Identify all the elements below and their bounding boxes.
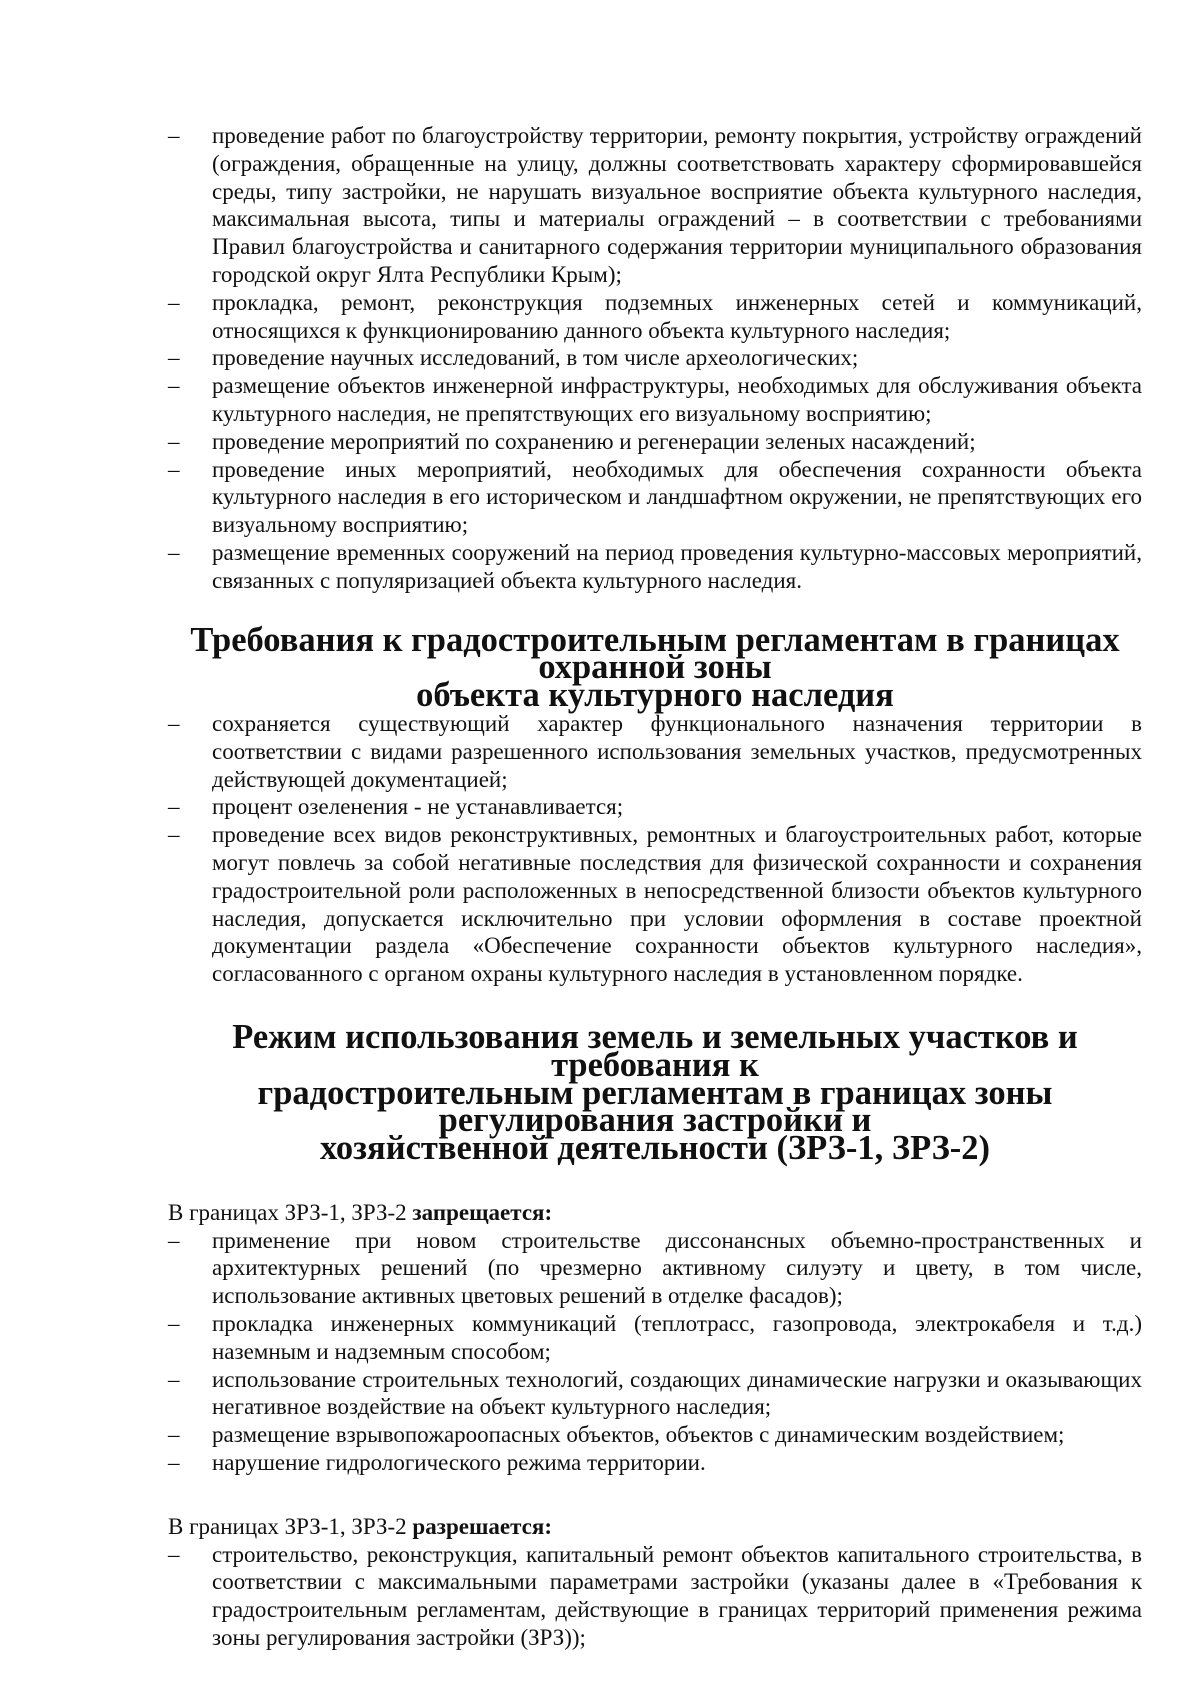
- list-item-text: использование строительных технологий, создающих динамические нагрузки и оказывающих негативное воздействие на объект культурного наследия;: [212, 1366, 1142, 1420]
- dash-bullet: –: [168, 428, 180, 454]
- list-item-text: размещение взрывопожароопасных объектов, объектов с динамическим воздействием;: [212, 1422, 1065, 1448]
- dash-bullet: –: [168, 1422, 180, 1448]
- list-item-text: процент озеленения - не устанавливается;: [212, 794, 624, 820]
- permitted-intro: [168, 1513, 1142, 1541]
- heading-line: Требования к градостроительным регламентам в границах охранной зоны: [190, 620, 1120, 687]
- list-item-text: проведение мероприятий по сохранению и регенерации зеленых насаждений;: [212, 428, 976, 454]
- list-item-text: прокладка инженерных коммуникаций (теплотрасс, газопровода, электрокабеля и т.д.) наземным и надземным способом;: [212, 1311, 1142, 1364]
- list-item-text: прокладка, ремонт, реконструкция подземных инженерных сетей и коммуникаций, относящихся к функционированию данного объекта культурного наследия;: [212, 289, 1142, 343]
- list-item-text: проведение всех видов реконструктивных, ремонтных и благоустроительных работ, которые могут повлечь за собой негативные последствия для физической сохранности и сохранения градостроительной роли расположенных в непосредственной близости объектов культурного наследия, допускается исключительно при условии оформления в составе проектной документации раздела «Обеспечение сохранности объектов культурного наследия», согласованного с органом охраны культурного наследия в установленном порядке.: [212, 822, 1142, 987]
- dash-bullet: –: [168, 1366, 180, 1392]
- list-item: [168, 1310, 1142, 1366]
- intro-lead: В границах ЗРЗ-1, ЗРЗ-2: [168, 1513, 413, 1539]
- list-item-text: сохраняется существующий характер функционального назначения территории в соответствии с видами разрешенного использования земельных участков, предусмотренных действующей документацией;: [212, 710, 1142, 792]
- list-item: [168, 289, 1142, 345]
- list-item: [168, 1421, 1142, 1449]
- list-item-text: проведение работ по благоустройству территории, ремонту покрытия, устройству ограждений (ограждения, обращенные на улицу, должны соответствовать характеру сформировавшейся среды, типу застройки, не нарушать визуальное восприятие объекта культурного наследия, максимальная высота, типы и материалы ограждений – в соответствии с требованиями Правил благоустройства и санитарного содержания территории муниципального образования городской округ Ялта Республики Крым);: [212, 123, 1142, 287]
- list-item: [168, 1227, 1142, 1310]
- section-heading-zrz: [168, 1017, 1142, 1168]
- list-item: [168, 372, 1142, 428]
- list-item: [168, 456, 1142, 539]
- heading-line: градостроительным регламентам в границах зоны регулирования застройки и: [257, 1073, 1053, 1140]
- list-item-text: нарушение гидрологического режима территории.: [212, 1450, 706, 1476]
- list-item-text: строительство, реконструкция, капитальный ремонт объектов капитального строительства, в соответствии с максимальными параметрами застройки (указаны далее в «Требования к градостроительным регламентам, действующие в границах территорий применения режима зоны регулирования застройки (ЗРЗ));: [212, 1541, 1142, 1651]
- dash-bullet: –: [168, 456, 180, 482]
- list-item: [168, 344, 1142, 372]
- permitted-list: [168, 1541, 1142, 1652]
- list-item: [168, 122, 1142, 289]
- dash-bullet: –: [168, 1311, 180, 1337]
- dash-bullet: –: [168, 345, 180, 371]
- heading-line: Режим использования земель и земельных участков и требования к: [232, 1017, 1078, 1084]
- intro-keyword: запрещается:: [412, 1199, 553, 1225]
- list-item-text: применение при новом строительстве диссонансных объемно-пространственных и архитектурных решений (по чрезмерно активному силуэту и цвету, в том числе, использование активных цветовых решений в отделке фасадов);: [212, 1227, 1142, 1309]
- permitted-works-list: [168, 122, 1142, 595]
- dash-bullet: –: [168, 1541, 180, 1567]
- intro-lead: В границах ЗРЗ-1, ЗРЗ-2: [168, 1199, 413, 1225]
- dash-bullet: –: [168, 822, 180, 848]
- dash-bullet: –: [168, 539, 180, 565]
- document-body: [168, 122, 1142, 1652]
- list-item-text: проведение иных мероприятий, необходимых для обеспечения сохранности объекта культурного наследия в его историческом и ландшафтном окружении, не препятствующих его визуальному восприятию;: [212, 456, 1142, 538]
- list-item: [168, 428, 1142, 456]
- list-item: [168, 793, 1142, 821]
- dash-bullet: –: [168, 123, 180, 148]
- dash-bullet: –: [168, 710, 180, 736]
- protection-zone-requirements-list: [168, 710, 1142, 988]
- list-item: [168, 710, 1142, 793]
- list-item: [168, 1366, 1142, 1422]
- dash-bullet: –: [168, 289, 180, 315]
- heading-line: объекта культурного наследия: [416, 676, 894, 715]
- list-item-text: размещение временных сооружений на период проведения культурно-массовых мероприятий, связанных с популяризацией объекта культурного наследия.: [212, 539, 1142, 593]
- list-item: [168, 1541, 1142, 1652]
- dash-bullet: –: [168, 794, 180, 820]
- list-item: [168, 539, 1142, 595]
- intro-keyword: разрешается:: [412, 1513, 552, 1539]
- dash-bullet: –: [168, 1227, 180, 1253]
- prohibited-list: [168, 1227, 1142, 1477]
- list-item-text: проведение научных исследований, в том числе археологических;: [212, 345, 859, 371]
- list-item-text: размещение объектов инженерной инфраструктуры, необходимых для обслуживания объекта культурного наследия, не препятствующих его визуальному восприятию;: [212, 373, 1142, 426]
- dash-bullet: –: [168, 1450, 180, 1476]
- prohibited-intro: [168, 1199, 1142, 1227]
- list-item: [168, 1449, 1142, 1477]
- dash-bullet: –: [168, 373, 180, 399]
- heading-line: хозяйственной деятельности (ЗРЗ-1, ЗРЗ-2): [319, 1129, 991, 1168]
- list-item: [168, 821, 1142, 988]
- section-heading-protection-zone: [168, 620, 1142, 715]
